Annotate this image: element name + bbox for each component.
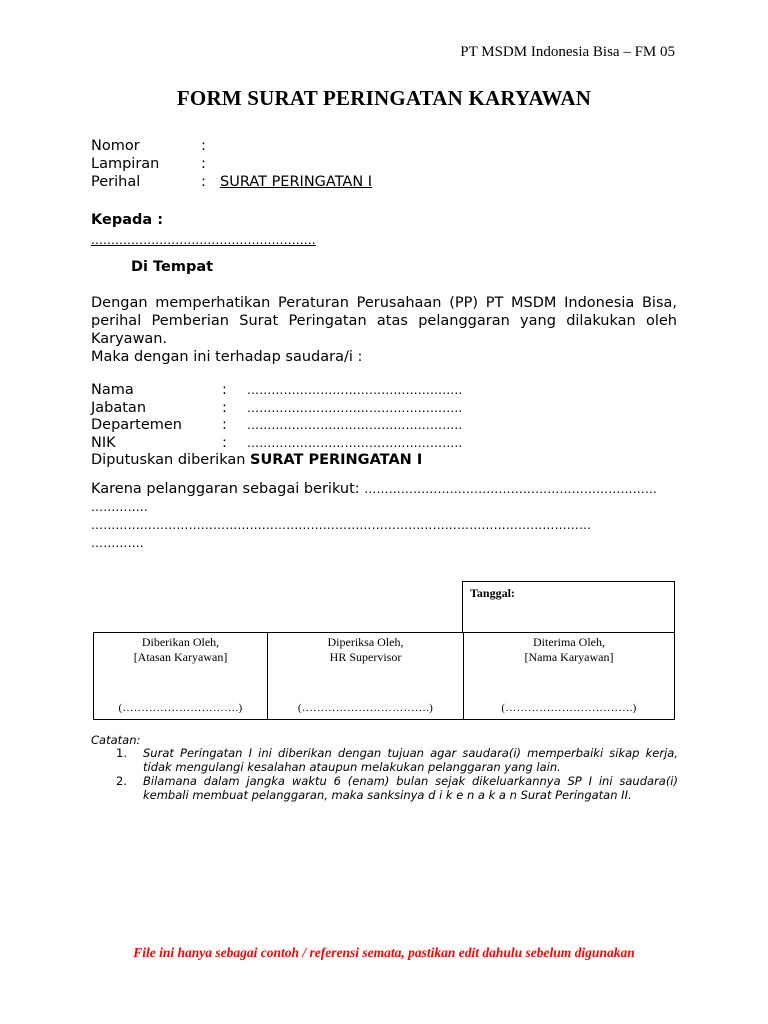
- signature-title: Diberikan Oleh,: [141, 635, 220, 649]
- signature-blank: (…………………………….): [297, 702, 434, 714]
- decision-prefix: Diputuskan diberikan: [91, 452, 246, 468]
- field-jabatan: [91, 400, 462, 418]
- signature-title: Diterima Oleh,: [533, 635, 605, 649]
- recipient-blank: ........................................................: [91, 233, 316, 247]
- field-label: Nama: [91, 382, 134, 398]
- reason-line-2: [91, 499, 148, 517]
- field-colon: :: [222, 382, 227, 398]
- maka-paragraph: Maka dengan ini terhadap saudara/i :: [91, 349, 363, 365]
- signature-cell-diperiksa: [267, 633, 463, 719]
- field-colon: :: [222, 399, 227, 416]
- reason-blank-4: ………….: [91, 536, 144, 550]
- reason-line-1: [91, 481, 657, 499]
- decision-sp: SURAT PERINGATAN I: [250, 452, 423, 468]
- signature-role: [Atasan Karyawan]: [133, 650, 228, 664]
- meta-colon: :: [201, 174, 206, 190]
- meta-colon: :: [201, 156, 206, 172]
- tanggal-label: Tanggal:: [470, 586, 515, 600]
- field-colon: :: [222, 417, 227, 433]
- field-blank: ……………………………………………..: [247, 383, 463, 397]
- signature-title: Diperiksa Oleh,: [327, 635, 404, 649]
- note-text: Bilamana dalam jangka waktu 6 (enam) bulan sejak dikeluarkannya SP I ini saudara(i) kembali membuat pelanggaran, maka sanksinya d i k e n a k a n Surat Peringatan II.: [143, 774, 678, 802]
- field-blank: ……………………………………………..: [247, 400, 463, 415]
- perihal-value: SURAT PERINGATAN I: [220, 174, 373, 190]
- signature-blank: (…………………………….): [501, 702, 637, 714]
- meta-label: Lampiran: [91, 156, 160, 172]
- meta-colon: :: [201, 138, 206, 154]
- field-nama: [91, 382, 462, 400]
- field-label: Departemen: [91, 417, 182, 433]
- notes-title: Catatan:: [91, 733, 141, 747]
- decision-line: [91, 452, 422, 470]
- document-title: FORM SURAT PERINGATAN KARYAWAN: [176, 86, 592, 110]
- field-label: Jabatan: [91, 399, 147, 416]
- signature-blank: (………………………….): [118, 702, 243, 714]
- field-blank: ……………………………………………..: [247, 418, 463, 432]
- reason-line-4: [91, 535, 144, 553]
- reason-blank-1: ………………………………………………………………: [364, 482, 658, 496]
- form-code-header: PT MSDM Indonesia Bisa – FM 05: [460, 44, 675, 60]
- field-label: NIK: [91, 434, 116, 451]
- disclaimer-text: File ini hanya sebagai contoh / referensi semata, pastikan edit dahulu sebelum digunakan: [133, 945, 635, 960]
- field-blank: ……………………………………………..: [247, 435, 463, 450]
- field-departemen: [91, 417, 462, 435]
- signature-role: HR Supervisor: [329, 650, 402, 664]
- note-text: Surat Peringatan I ini diberikan dengan tujuan agar saudara(i) memperbaiki sikap kerja, tidak mengulangi kesalahan ataupun melakukan pelanggaran yang lain.: [143, 746, 678, 774]
- note-number: 1.: [116, 746, 127, 760]
- kepada-label: Kepada :: [91, 212, 163, 228]
- signature-table: [93, 632, 675, 720]
- field-nik: [91, 435, 462, 453]
- field-colon: :: [222, 434, 227, 451]
- tanggal-box: [462, 581, 675, 633]
- reason-blank-3: ……………………………………………………………………………………………………………: [91, 518, 592, 532]
- meta-row-lampiran: [91, 155, 220, 173]
- meta-label: Nomor: [91, 138, 140, 154]
- meta-label: Perihal: [91, 174, 141, 190]
- reason-label: Karena pelanggaran sebagai berikut:: [91, 481, 360, 497]
- signature-cell-diterima: [463, 633, 674, 719]
- di-tempat-label: Di Tempat: [131, 259, 214, 275]
- signature-role: [Nama Karyawan]: [524, 650, 614, 664]
- reason-line-3: [91, 517, 591, 535]
- meta-row-nomor: [91, 137, 220, 155]
- note-item-1: [116, 746, 678, 774]
- note-number: 2.: [116, 774, 127, 788]
- reason-blank-2: …………..: [91, 500, 148, 514]
- signature-cell-diberikan: [94, 633, 267, 719]
- note-item-2: [116, 774, 678, 802]
- intro-paragraph: Dengan memperhatikan Peraturan Perusahaan (PP) PT MSDM Indonesia Bisa, perihal Pemberian Surat Peringatan atas pelanggaran yang dilakukan oleh Karyawan.: [91, 295, 677, 347]
- meta-row-perihal: [91, 173, 372, 191]
